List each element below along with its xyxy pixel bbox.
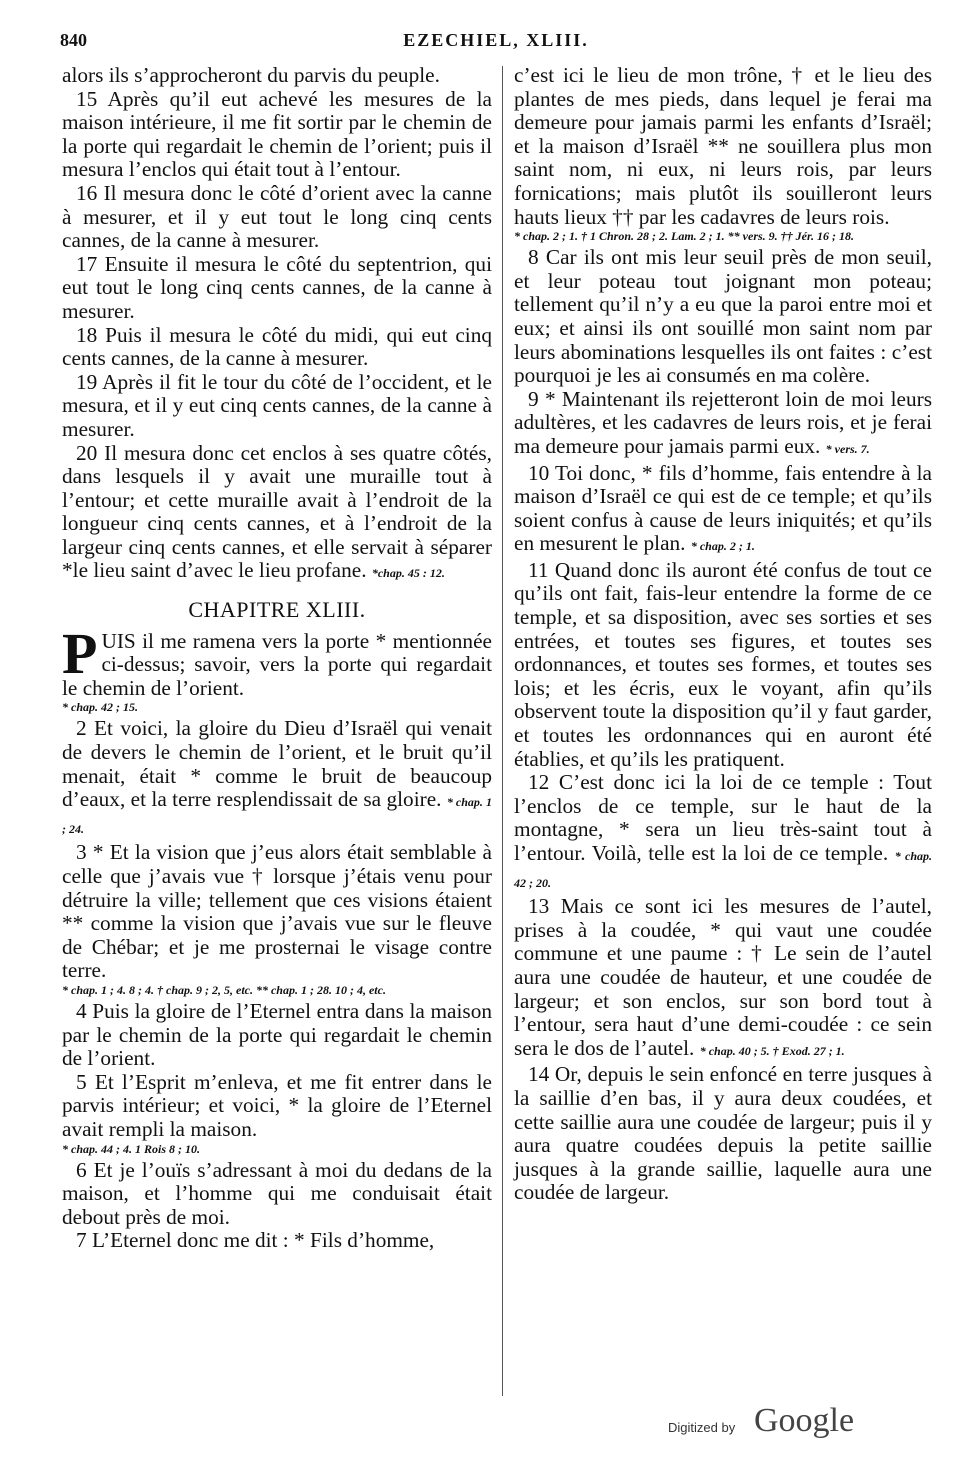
verse-20 — [62, 442, 492, 587]
verse-20-text: 20 Il mesura donc cet enclos à ses quatre côtés, dans lesquels il y avait une muraille tout à l’entour; et cette muraille avait à l’endroit de la longueur cinq cents cannes, et à l’endroit de la largeur cinq cents cannes, et elle servait à séparer *le lieu saint d’avec le lieu profane. — [62, 440, 492, 583]
verse-continuation: alors ils s’approcheront du parvis du peuple. — [62, 63, 440, 87]
verse-1-text: UIS il me ramena vers la porte * mentionnée ci-dessus; savoir, vers la porte qui regardait le chemin de l’orient. — [62, 628, 492, 700]
verse-7: 7 L’Eternel donc me dit : * Fils d’homme, — [76, 1228, 435, 1253]
right-column — [514, 64, 932, 1205]
verse-2-text: 2 Et voici, la gloire du Dieu d’Israël qui venait de devers le chemin de l’orient, et le bruit qu’il menait, était * comme le bruit de beaucoup d’eaux, et la terre resplendissait de sa gloire. — [62, 716, 492, 812]
cross-reference-note: *chap. 45 : 12. — [371, 566, 445, 581]
cross-reference-note: * chap. 1 ; 24. — [62, 795, 492, 836]
verse-4: 4 Puis la gloire de l’Eternel entra dans la maison par le chemin de la porte qui regardait le chemin de l’orient. — [62, 998, 492, 1071]
page-number: 840 — [60, 30, 87, 50]
verse-10-text: 10 Toi donc, * fils d’homme, fais entendre à la maison d’Israël ce qui est de ce temple; et qu’ils soient confus à cause de leurs iniquités; et qu’ils en mesurent le plan. — [514, 460, 932, 556]
cross-reference-note: * chap. 1 ; 4. 8 ; 4. † chap. 9 ; 2, 5, etc. ** chap. 1 ; 28. 10 ; 4, etc. — [62, 982, 386, 997]
verse-2 — [62, 717, 492, 841]
chapter-heading: CHAPITRE XLIII. — [188, 597, 366, 623]
verse-3: 3 * Et la vision que j’eus alors était semblable à celle que j’avais vue † lorsque j’étais venu pour détruire la ville; tellement que ces visions étaient ** comme la vision que j’avais vue sur le fleuve de Chébar; et je me prosternai le visage contre terre. — [62, 840, 492, 983]
verse-12-text: 12 C’est donc ici la loi de ce temple : Tout l’enclos de ce temple, sur le haut de la montagne, * sera un lieu très-saint tout à l’entour. Voilà, telle est la loi de ce temple. — [514, 770, 932, 865]
verse-17: 17 Ensuite il mesura le côté du septentrion, qui eut tout le long cinq cents cannes, de la canne à mesurer. — [62, 251, 492, 323]
page-header — [60, 30, 932, 54]
digitized-by-watermark — [668, 1404, 888, 1444]
cross-reference-note: * chap. 2 ; 1. — [690, 539, 755, 554]
verse-13 — [514, 895, 932, 1063]
verse-15: 15 Après qu’il eut achevé les mesures de la maison intérieure, il me fit sortir par le chemin de la porte qui regardait le chemin de l’orient; puis il mesura l’enclos qui était tout à l’entour. — [62, 86, 492, 182]
verse-1 — [62, 620, 492, 701]
verse-9-text: 9 * Maintenant ils rejetteront loin de moi leurs adultères, et les cadavres de leurs rois, et je ferai ma demeure pour jamais parmi eux. — [514, 386, 932, 458]
running-title: EZECHIEL, XLIII. — [403, 30, 589, 50]
cross-reference-note: * chap. 2 ; 1. † 1 Chron. 28 ; 2. Lam. 2 ; 1. ** vers. 9. †† Jér. 16 ; 18. — [514, 229, 854, 244]
drop-cap: P — [62, 620, 98, 686]
column-divider — [502, 66, 503, 1396]
verse-16: 16 Il mesura donc le côté d’orient avec la canne à mesurer, et il y eut tout le long cinq cents cannes, de la canne à mesurer. — [62, 180, 492, 253]
verse-8: 8 Car ils ont mis leur seuil près de mon seuil, et leur poteau tout joignant mon poteau; tellement qu’il n’y a eu que la paroi entre moi et eux; et ainsi ils ont souillé mon saint nom par leurs abominations lesquelles ils ont faites : c’est pourquoi je les ai consumés en ma colère. — [514, 245, 932, 388]
verse-6: 6 Et je l’ouïs s’adressant à moi du dedans de la maison, et l’homme qui me conduisait était debout près de moi. — [62, 1157, 492, 1229]
verse-9 — [514, 388, 932, 462]
cross-reference-note: * vers. 7. — [825, 441, 870, 456]
cross-reference-note: * chap. 42 ; 20. — [514, 849, 933, 890]
verse-10 — [514, 462, 932, 559]
left-column — [62, 64, 492, 1253]
verse-13-text: 13 Mais ce sont ici les mesures de l’autel, prises à la coudée, * qui vaut une coudée commune et une paume : † Le sein de l’autel aura une coudée de hauteur, et une coudée de largeur; et son enclos, sur son bord tout à l’entour, sera haut d’une demi-coudée : ce sein sera le dos de l’autel. — [514, 894, 932, 1060]
verse-14: 14 Or, depuis le sein enfoncé en terre jusques à la saillie d’en bas, il y aura deux coudées, et cette saillie aura une coudée de largeur; puis il y aura quatre coudées depuis la petite saillie jusques à la grande saillie, laquelle aura une coudée de largeur. — [514, 1062, 932, 1205]
verse-12 — [514, 771, 932, 895]
verse-19: 19 Après il fit le tour du côté de l’occident, et le mesura, et il y eut cinq cents cannes, de la canne à mesurer. — [62, 369, 492, 441]
digitized-label: Digitized by — [668, 1420, 736, 1435]
verse-7-continuation: c’est ici le lieu de mon trône, † et le lieu des plantes de mes pieds, dans lequel je ferai ma demeure pour jamais parmi les enfants d’Israël; et la maison d’Israël ** ne souillera plus mon saint nom, ni eux, ni leurs rois, par leurs fornications; mais plutôt ils souilleront leurs hauts lieux †† par les cadavres de leurs rois. — [514, 63, 932, 229]
verse-18: 18 Puis il mesura le côté du midi, qui eut cinq cents cannes, de la canne à mesurer. — [62, 322, 492, 371]
cross-reference-note: * chap. 42 ; 15. — [62, 700, 138, 715]
cross-reference-note: * chap. 44 ; 4. 1 Rois 8 ; 10. — [62, 1141, 200, 1156]
verse-5: 5 Et l’Esprit m’enleva, et me fit entrer dans le parvis intérieur; et voici, * la gloire de l’Eternel avait rempli la maison. — [62, 1069, 492, 1141]
verse-11: 11 Quand donc ils auront été confus de tout ce qu’ils ont fait, fais-leur entendre la forme de ce temple, et sa disposition, avec ses sorties et ses entrées, et toutes ses figures, et toutes ses ordonnances, et toutes ses formes, et toutes ses lois; et les écris, eux le voyant, afin qu’ils observent toute la disposition qu’il y faut garder, et toutes les ordonnances qui en auront été établies, et qu’ils les pratiquent. — [514, 557, 932, 771]
cross-reference-note: * chap. 40 ; 5. † Exod. 27 ; 1. — [699, 1043, 845, 1058]
google-logo: Google — [754, 1402, 855, 1439]
